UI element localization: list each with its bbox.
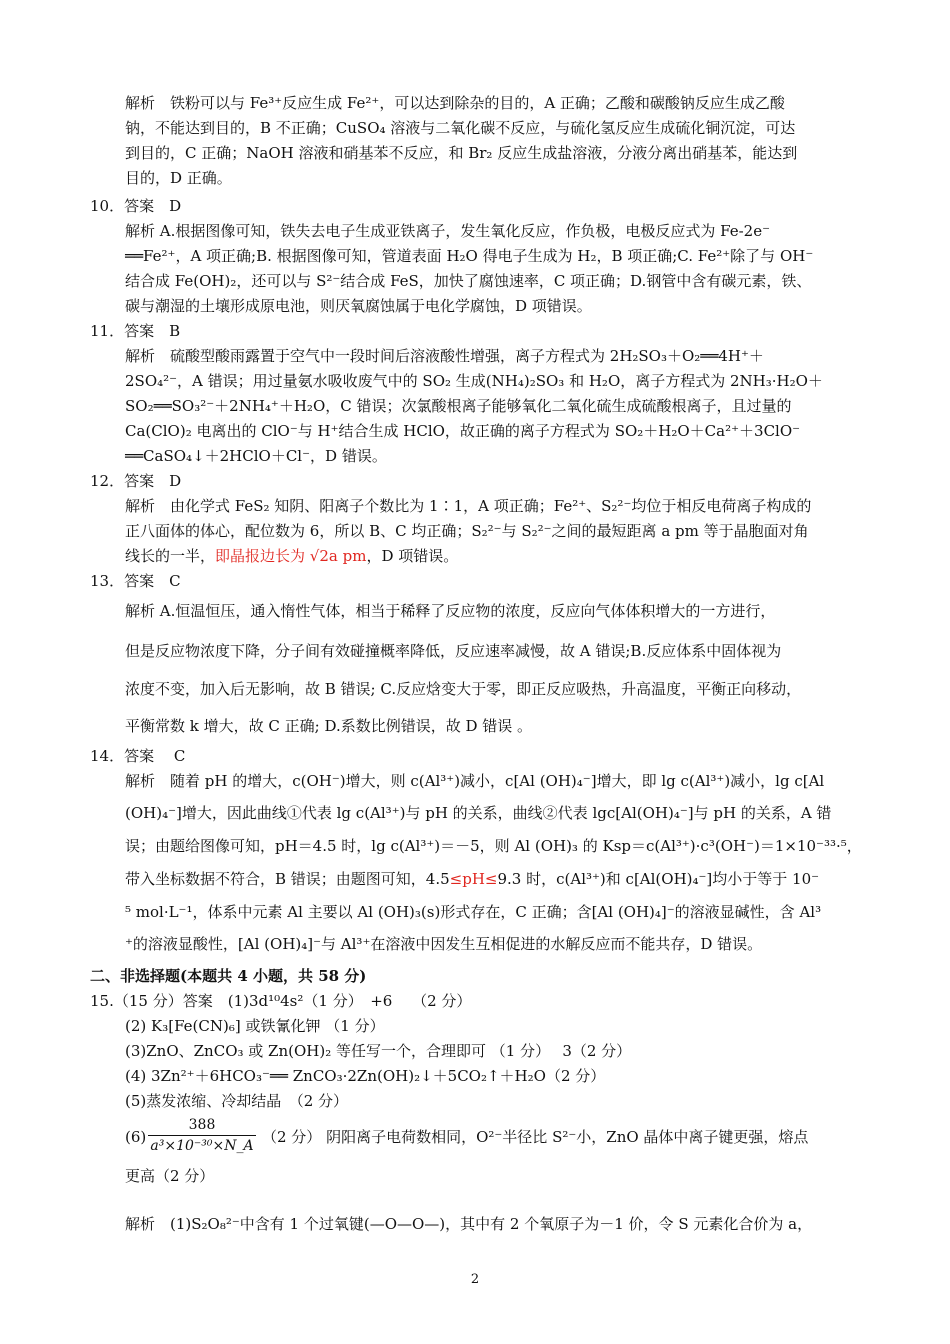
page-number: 2 (470, 1272, 480, 1287)
explanation-line (125, 546, 458, 566)
explanation-line: 解析 A.根据图像可知，铁失去电子生成亚铁离子，发生氧化反应，作负极，电极反应式为 Fe-2e⁻ (125, 222, 771, 240)
explanation-line: 目的，D 正确。 (125, 169, 232, 187)
explanation-line: 解析 A.恒温恒压，通入惰性气体，相当于稀释了反应物的浓度，反应向气体体积增大的一方进行， (125, 602, 776, 620)
explanation-line: 误；由题给图像可知，pH＝4.5 时，lg c(Al³⁺)＝－5，则 Al (OH)₃ 的 Ksp＝c(Al³⁺)·c³(OH⁻)＝1×10⁻³³·⁵， (125, 837, 862, 855)
answer-line: (2) K₃[Fe(CN)₆] 或铁氰化钾 （1 分） (125, 1017, 385, 1035)
explanation-text: 线长的一半， (125, 547, 216, 565)
explanation-line: 钠，不能达到目的，B 不正确；CuSO₄ 溶液与二氧化碳不反应，与硫化氢反应生成硫化铜沉淀，可达 (125, 119, 796, 137)
explanation-line: 正八面体的体心，配位数为 6，所以 B、C 均正确；S₂²⁻与 S₂²⁻之间的最短距离 a pm 等于晶胞面对角 (125, 522, 809, 540)
explanation-line: 解析 (1)S₂O₈²⁻中含有 1 个过氧键(—O—O—)，其中有 2 个氧原子为－1 价，令 S 元素化合价为 a， (125, 1215, 813, 1233)
highlighted-range: ≤pH≤ (449, 870, 498, 888)
explanation-line: 解析 随着 pH 的增大，c(OH⁻)增大，则 c(Al³⁺)减小，c[Al (OH)₄⁻]增大，即 lg c(Al³⁺)减小，lg c[Al (125, 772, 825, 790)
answer-heading-13: 13．答案 C (90, 572, 181, 590)
answer-label: (6) (125, 1128, 147, 1146)
answer-heading-10: 10．答案 D (90, 197, 182, 215)
explanation-line: ⁵ mol·L⁻¹，体系中元素 Al 主要以 Al (OH)₃(s)形式存在，C 正确；含[Al (OH)₄]⁻的溶液显碱性，含 Al³ (125, 903, 822, 921)
explanation-line: 碳与潮湿的土壤形成原电池，则厌氧腐蚀属于电化学腐蚀，D 项错误。 (125, 297, 592, 315)
explanation-line: ⁺的溶液显酸性，[Al (OH)₄]⁻与 Al³⁺在溶液中因发生互相促进的水解反应而不能共存，D 错误。 (125, 935, 763, 953)
explanation-line: 平衡常数 k 增大，故 C 正确; D.系数比例错误，故 D 错误 。 (125, 717, 533, 735)
explanation-line: SO₂══SO₃²⁻＋2NH₄⁺＋H₂O，C 错误；次氯酸根离子能够氧化二氧化硫生成硫酸根离子，且过量的 (125, 397, 792, 415)
answer-line: (3)ZnO、ZnCO₃ 或 Zn(OH)₂ 等任写一个，合理即可 （1 分） 3（2 分） (125, 1042, 632, 1060)
explanation-text: 带入坐标数据不符合，B 错误；由题图可知，4.5 (125, 870, 450, 888)
explanation-line: 浓度不变，加入后无影响，故 B 错误; C.反应焓变大于零，即正反应吸热，升高温度，平衡正向移动， (125, 680, 802, 698)
formula-numerator: 388 (188, 1117, 216, 1133)
answer-line: （2 分） 阴阳离子电荷数相同，O²⁻半径比 S²⁻小，ZnO 晶体中离子键更强，熔点 (262, 1128, 809, 1146)
density-formula (148, 1116, 256, 1155)
explanation-line: ══Fe²⁺，A 项正确;B. 根据图像可知，管道表面 H₂O 得电子生成为 H₂，B 项正确;C. Fe²⁺除了与 OH⁻ (125, 247, 814, 265)
explanation-line: (OH)₄⁻]增大，因此曲线①代表 lg c(Al³⁺)与 pH 的关系，曲线②代表 lgc[Al(OH)₄⁻]与 pH 的关系，A 错 (125, 804, 832, 822)
explanation-line: 到目的，C 正确；NaOH 溶液和硝基苯不反应，和 Br₂ 反应生成盐溶液，分液分离出硝基苯，能达到 (125, 144, 798, 162)
explanation-line: 解析 铁粉可以与 Fe³⁺反应生成 Fe²⁺，可以达到除杂的目的，A 正确；乙酸和碳酸钠反应生成乙酸 (125, 94, 785, 112)
explanation-line: 解析 硫酸型酸雨露置于空气中一段时间后溶液酸性增强，离子方程式为 2H₂SO₃＋O₂══4H⁺＋ (125, 347, 764, 365)
explanation-line: 2SO₄²⁻，A 错误；用过量氨水吸收废气中的 SO₂ 生成(NH₄)₂SO₃ 和 H₂O，离子方程式为 2NH₃·H₂O＋ (125, 372, 823, 390)
explanation-line: 解析 由化学式 FeS₂ 知阴、阳离子个数比为 1∶1，A 项正确；Fe²⁺、S₂²⁻均位于相反电荷离子构成的 (125, 497, 812, 515)
answer-heading-12: 12．答案 D (90, 472, 182, 490)
explanation-line (125, 869, 819, 889)
answer-heading-14: 14．答案 C (90, 747, 186, 765)
formula-denominator: a³×10⁻³⁰×N_A (150, 1138, 254, 1154)
explanation-line: 但是反应物浓度下降，分子间有效碰撞概率降低，反应速率减慢，故 A 错误;B.反应体系中固体视为 (125, 642, 782, 660)
section-heading: 二、非选择题(本题共 4 小题，共 58 分) (90, 967, 367, 985)
explanation-text: 9.3 时，c(Al³⁺)和 c[Al(OH)₄⁻]均小于等于 10⁻ (497, 870, 820, 888)
answer-line: (5)蒸发浓缩、冷却结晶 （2 分） (125, 1092, 349, 1110)
answer-heading-11: 11．答案 B (90, 322, 181, 340)
highlighted-correction: 即晶报边长为 √2a pm (215, 547, 367, 565)
fraction-bar (148, 1135, 256, 1136)
explanation-line: 结合成 Fe(OH)₂，还可以与 S²⁻结合成 FeS，加快了腐蚀速率，C 项正确；D.钢管中含有碳元素，铁、 (125, 272, 812, 290)
explanation-text: ，D 项错误。 (366, 547, 459, 565)
explanation-line: ══CaSO₄↓＋2HClO＋Cl⁻，D 错误。 (125, 447, 387, 465)
answer-heading-15: 15.（15 分）答案 (1)3d¹⁰4s²（1 分） +6 （2 分） (90, 992, 472, 1010)
answer-line: 更高（2 分） (125, 1167, 215, 1185)
answer-line: (4) 3Zn²⁺＋6HCO₃⁻══ ZnCO₃·2Zn(OH)₂↓＋5CO₂↑＋H₂O（2 分） (125, 1067, 606, 1085)
explanation-line: Ca(ClO)₂ 电离出的 ClO⁻与 H⁺结合生成 HClO，故正确的离子方程式为 SO₂＋H₂O＋Ca²⁺＋3ClO⁻ (125, 422, 801, 440)
